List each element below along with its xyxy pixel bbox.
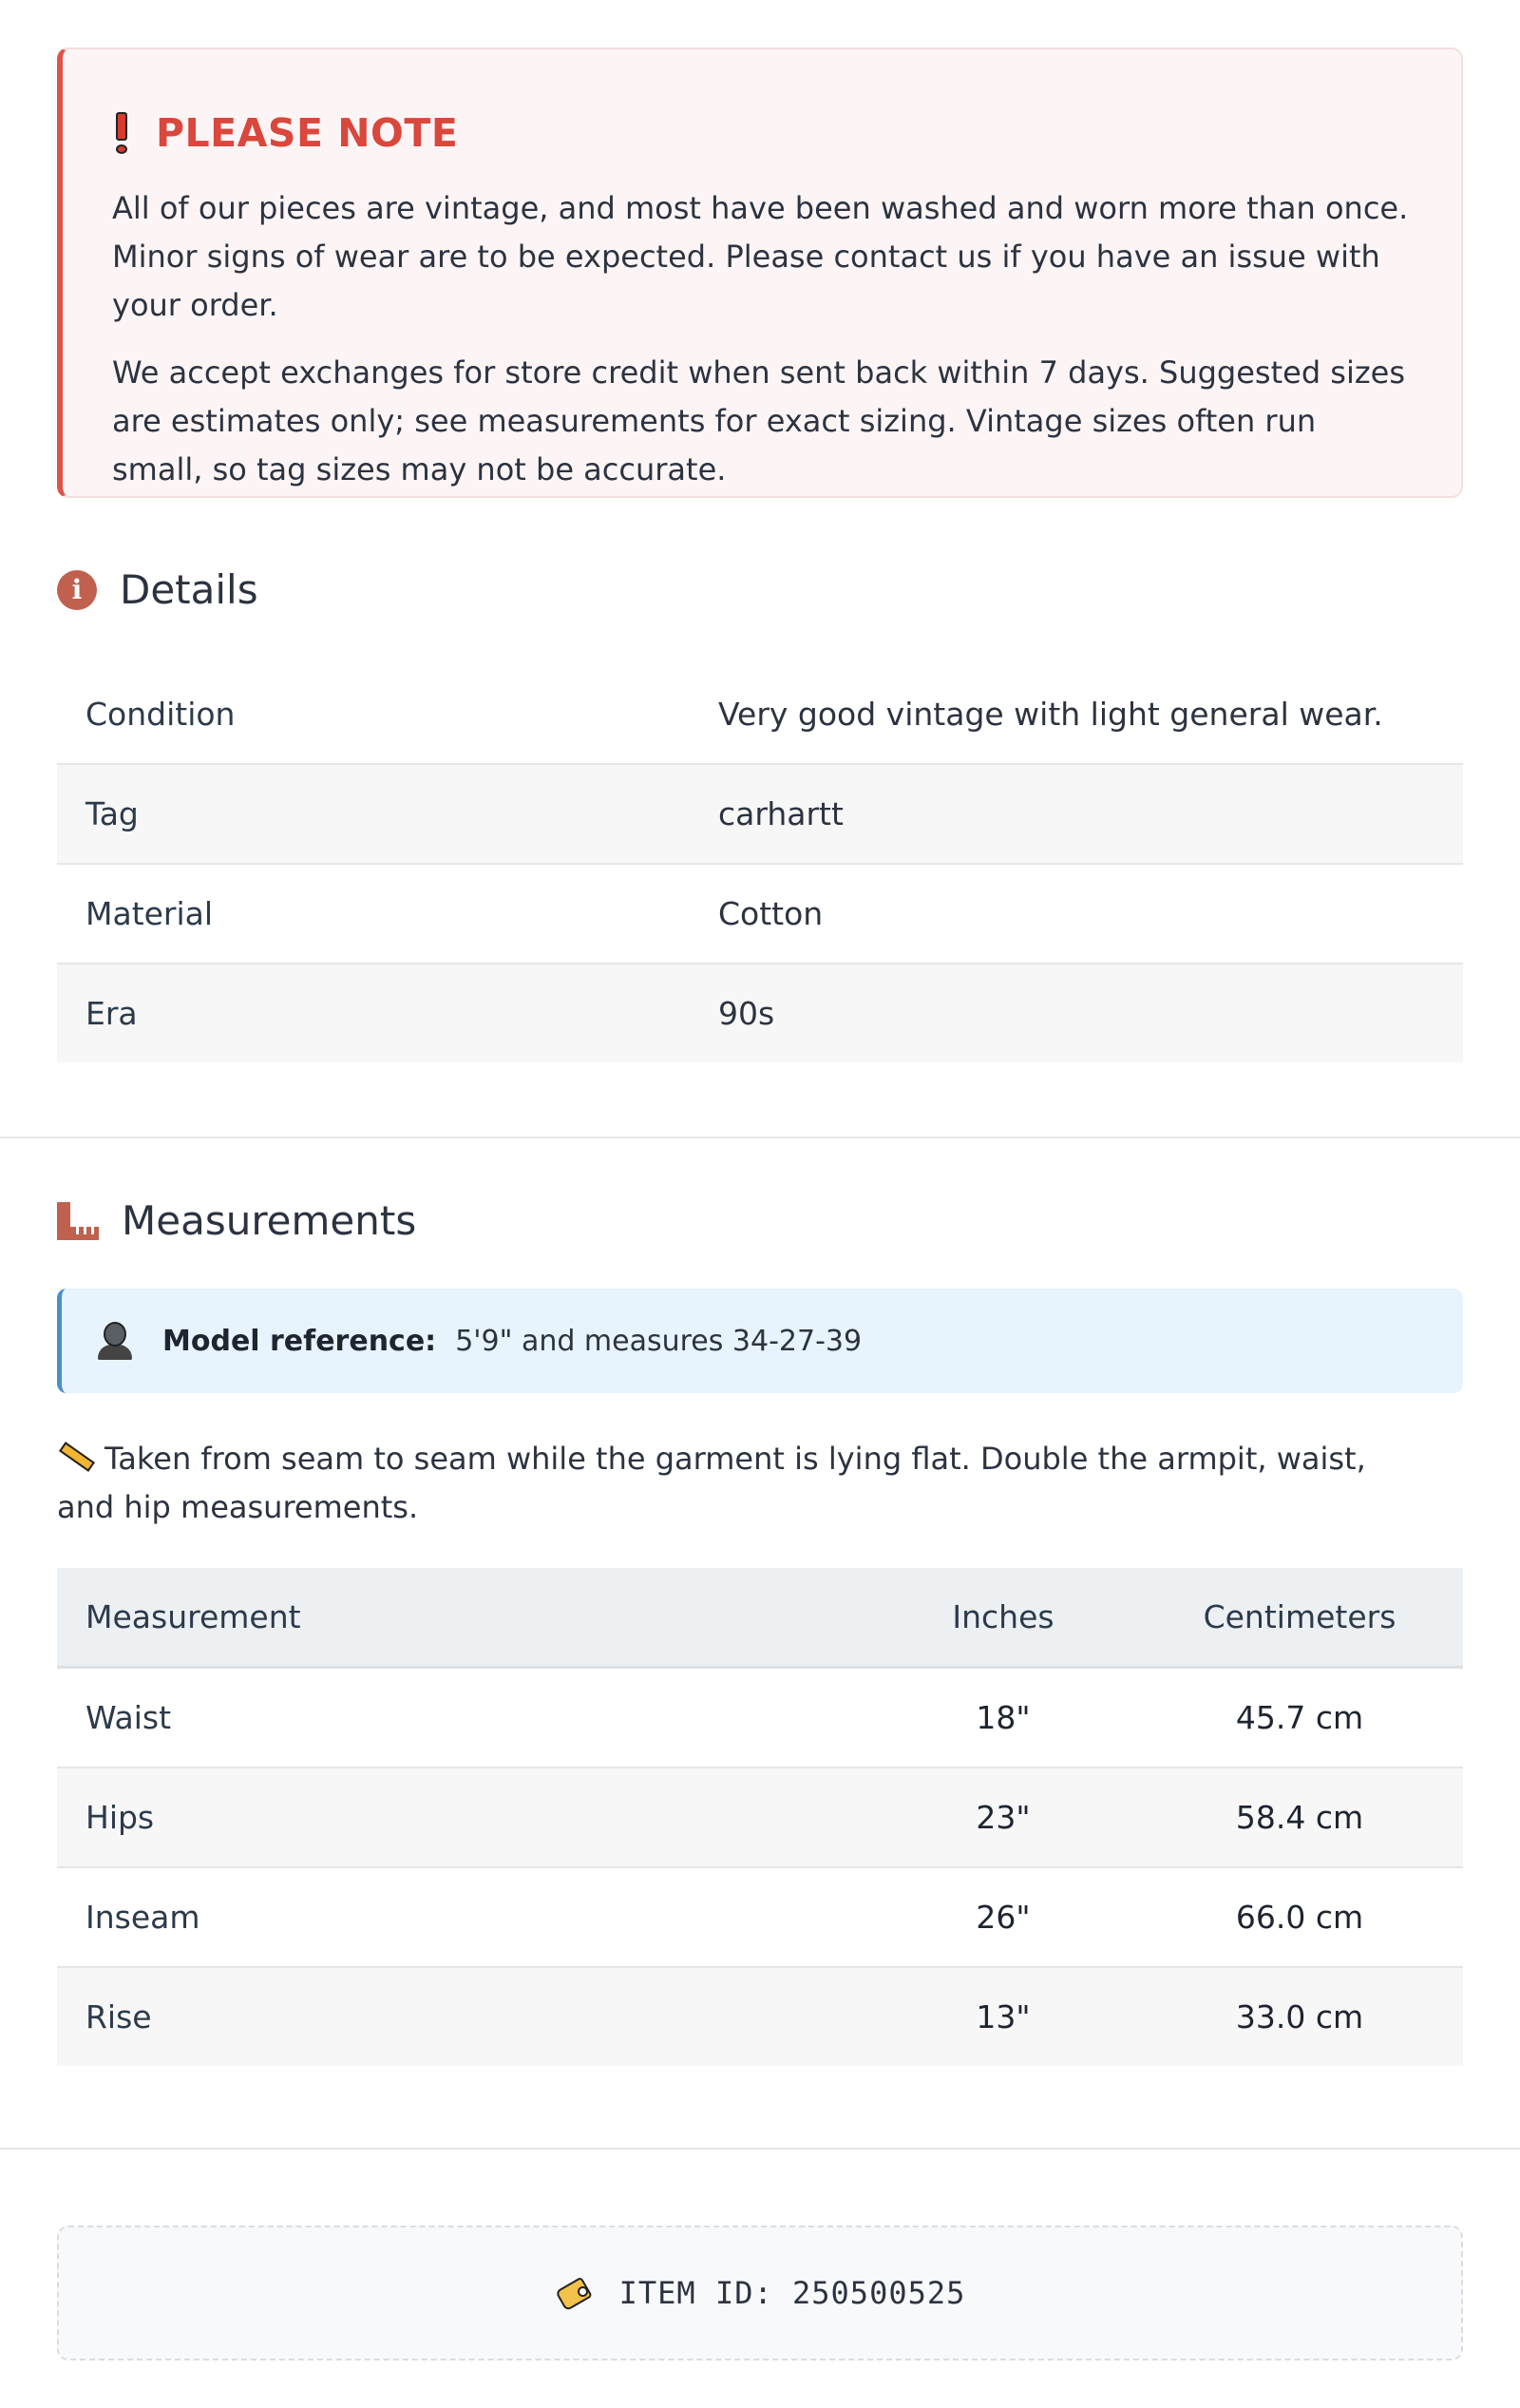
item-id-box: [57, 2226, 1463, 2360]
table-row: [57, 1768, 1463, 1867]
table-row: [57, 964, 1463, 1062]
info-icon: i: [57, 570, 97, 610]
measurements-title: Measurements: [122, 1197, 417, 1244]
table-row: [57, 764, 1463, 864]
detail-value: 90s: [690, 964, 1463, 1062]
measurement-inches: 13": [870, 1967, 1136, 2066]
detail-label: Era: [57, 964, 690, 1062]
please-note-header: [112, 106, 1412, 160]
detail-label: Tag: [57, 764, 690, 864]
measurement-inches: 18": [870, 1668, 1136, 1768]
measurement-cm: 33.0 cm: [1136, 1967, 1463, 2066]
measurement-name: Rise: [57, 1967, 870, 2066]
measurements-section-header: [57, 1197, 416, 1244]
measurement-inches: 26": [870, 1867, 1136, 1967]
table-row: [57, 1967, 1463, 2066]
table-row: [57, 1668, 1463, 1768]
notice-paragraph-2: We accept exchanges for store credit when sent back within 7 days. Suggested sizes are estimates only; see measurements for exact sizing. Vintage sizes often run small, so tag sizes may not be accurate.: [112, 354, 1406, 487]
measurement-inches: 23": [870, 1768, 1136, 1867]
measurement-cm: 45.7 cm: [1136, 1668, 1463, 1768]
detail-label: Condition: [57, 665, 690, 764]
table-row: [57, 1867, 1463, 1967]
detail-value: carhartt: [690, 764, 1463, 864]
detail-label: Material: [57, 864, 690, 964]
notice-paragraph-1: All of our pieces are vintage, and most have been washed and worn more than once. Minor signs of wear are to be expected. Please contact us if you have an issue with your order.: [112, 190, 1409, 323]
measurements-table: [57, 1568, 1463, 2066]
measurement-name: Hips: [57, 1768, 870, 1867]
details-section-header: [57, 566, 258, 613]
person-icon: [98, 1322, 132, 1360]
measurement-name: Waist: [57, 1668, 870, 1768]
details-title: Details: [120, 566, 258, 613]
pencil-icon: [57, 1437, 95, 1475]
column-header-centimeters: Centimeters: [1136, 1568, 1463, 1668]
table-row: [57, 665, 1463, 764]
detail-value: Very good vintage with light general wear.: [690, 665, 1463, 764]
exclamation-icon: [112, 112, 131, 154]
details-table: [57, 665, 1463, 1062]
column-header-measurement: Measurement: [57, 1568, 870, 1668]
detail-value: Cotton: [690, 864, 1463, 964]
measurement-cm: 66.0 cm: [1136, 1867, 1463, 1967]
please-note-title: PLEASE NOTE: [156, 110, 459, 156]
table-row: [57, 864, 1463, 964]
section-divider: [0, 2148, 1520, 2150]
measurement-cm: 58.4 cm: [1136, 1768, 1463, 1867]
measurement-name: Inseam: [57, 1867, 870, 1967]
please-note-box: [57, 48, 1463, 498]
tag-icon: [555, 2277, 593, 2309]
measurement-instructions: [57, 1435, 1425, 1532]
model-reference-value: 5'9" and measures 34-27-39: [455, 1324, 863, 1358]
model-reference-label: Model reference:: [162, 1324, 437, 1358]
item-id-text: ITEM ID: 250500525: [618, 2275, 966, 2311]
column-header-inches: Inches: [870, 1568, 1136, 1668]
section-divider: [0, 1137, 1520, 1138]
ruler-icon: [57, 1202, 99, 1240]
model-reference-box: [57, 1289, 1463, 1393]
measurement-instructions-text: Taken from seam to seam while the garment is lying flat. Double the armpit, waist, and hip measurements.: [57, 1441, 1366, 1525]
table-header-row: [57, 1568, 1463, 1668]
